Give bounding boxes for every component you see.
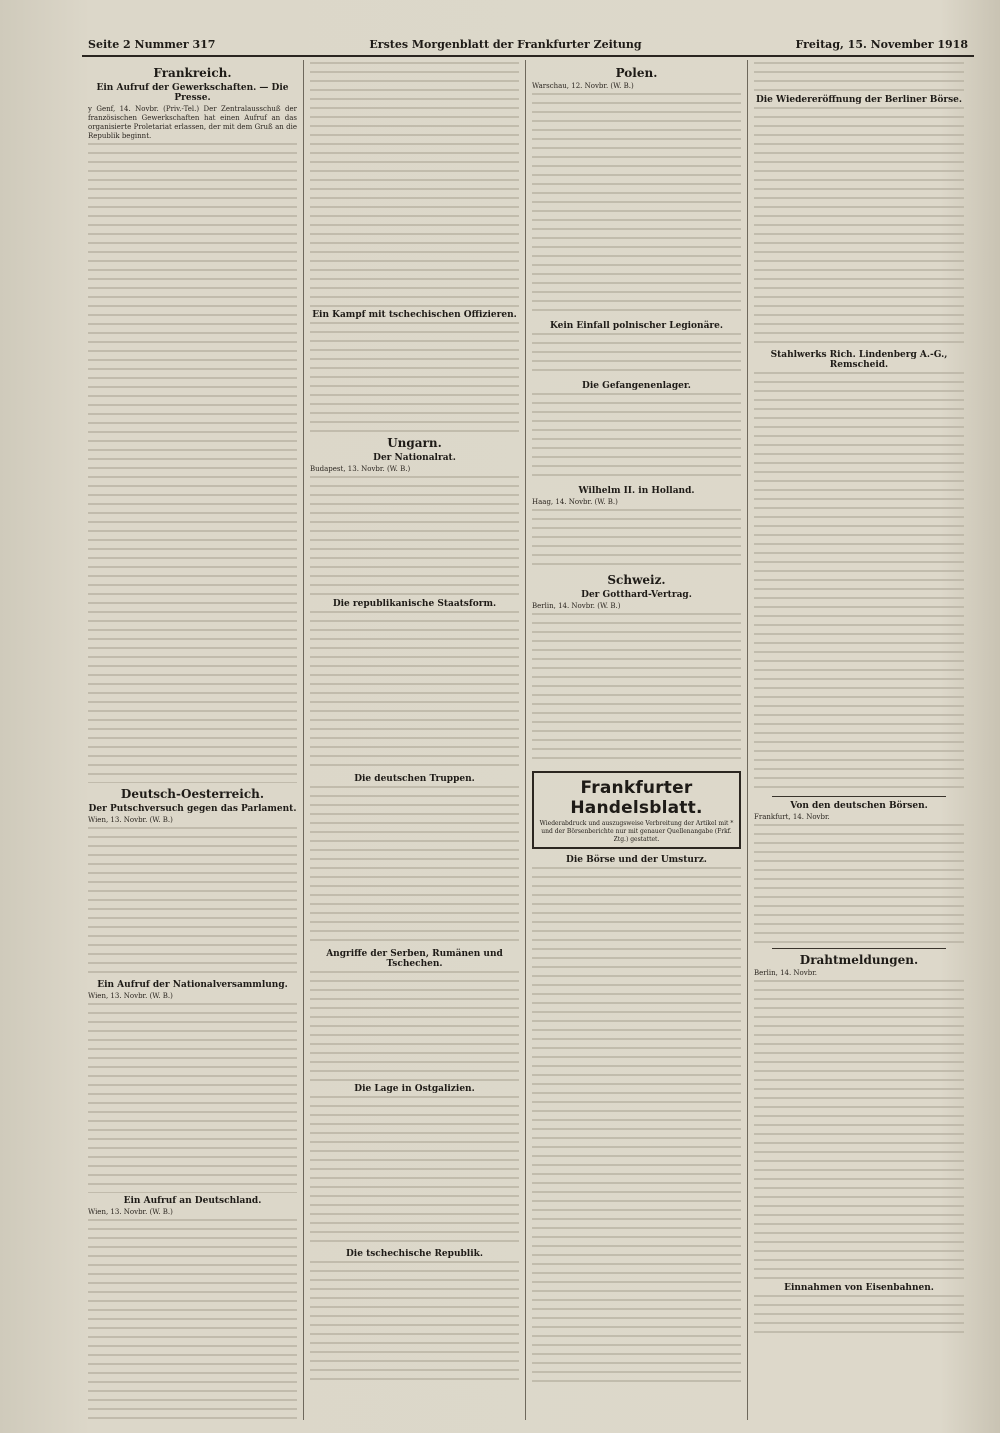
column-1 (82, 60, 304, 1420)
section-title-frankreich: Frankreich. (153, 66, 232, 80)
article-body-nationalrat (310, 476, 519, 596)
section-title-deutsch-oesterreich: Deutsch-Oesterreich. (120, 787, 265, 801)
article-body-ostgalizien (310, 1096, 519, 1246)
article-body-tschechische-republik (310, 1261, 519, 1381)
article-body-eisenbahnen (754, 1295, 964, 1335)
article-lead-wien-3: Wien, 13. Novbr. (W. B.) (88, 1208, 173, 1216)
article-body-polen (532, 93, 741, 318)
article-body-nationalversammlung (88, 1003, 297, 1193)
article-body-deutsche-boersen (754, 824, 964, 944)
article-lead-berlin: Berlin, 14. Novbr. (W. B.) (532, 602, 621, 610)
column-3 (526, 60, 748, 1420)
article-lead-frankfurt: Frankfurt, 14. Novbr. (754, 813, 830, 821)
heading-legionaere: Kein Einfall polnischer Legionäre. (549, 321, 724, 331)
article-body-legionaere (532, 333, 741, 378)
divider (772, 796, 946, 797)
article-lead-genf: y Genf, 14. Novbr. (Priv.-Tel.) Der Zentralausschuß der französischen Gewerkschaften hat einen Aufruf an das organisierte Proletariat erlassen, der mit dem Gruß an die Republik beginnt. (88, 105, 297, 140)
article-lead-wien-1: Wien, 13. Novbr. (W. B.) (88, 816, 173, 824)
column-4 (748, 60, 970, 1420)
header-date: Freitag, 15. November 1918 (795, 38, 968, 51)
heading-eisenbahnen: Einnahmen von Eisenbahnen. (784, 1283, 934, 1293)
article-body-berliner-boerse (754, 107, 964, 347)
heading-deutsche-truppen: Die deutschen Truppen. (354, 774, 475, 784)
section-title-ungarn: Ungarn. (387, 436, 442, 450)
header-masthead: Erstes Morgenblatt der Frankfurter Zeitung (369, 38, 642, 51)
heading-boerse-umsturz: Die Börse und der Umsturz. (566, 855, 707, 865)
heading-tschechische-offiziere: Ein Kampf mit tschechischen Offizieren. (312, 310, 517, 320)
heading-aufruf-deutschland: Ein Aufruf an Deutschland. (123, 1196, 262, 1206)
article-body-truppen (310, 786, 519, 946)
heading-wilhelm-holland: Wilhelm II. in Holland. (578, 486, 695, 496)
article-body-gefangenenlager (532, 393, 741, 483)
heading-berliner-boerse: Die Wiedereröffnung der Berliner Börse. (755, 95, 963, 105)
heading-aufruf-nationalversammlung: Ein Aufruf der Nationalversammlung. (97, 980, 288, 990)
article-body-wilhelm (532, 509, 741, 569)
handelsblatt-banner (532, 771, 741, 849)
heading-putschversuch: Der Putschversuch gegen das Parlament. (88, 804, 297, 814)
section-title-schweiz: Schweiz. (607, 573, 666, 587)
heading-ostgalizien: Die Lage in Ostgalizien. (354, 1084, 475, 1094)
article-lead-budapest: Budapest, 13. Novbr. (W. B.) (310, 465, 411, 473)
article-body-offiziere (310, 322, 519, 432)
heading-tschechische-republik: Die tschechische Republik. (346, 1249, 483, 1259)
handelsblatt-note: Wiederabdruck und auszugsweise Verbreitung der Artikel mit * und der Börsenberichte nur mit genauer Quellenangabe (Frkf. Ztg.) gestattet. (539, 820, 734, 843)
article-body-lindenberg (754, 372, 964, 792)
article-body-boerse-umsturz (532, 867, 741, 1387)
article-body-frankreich (88, 143, 297, 783)
article-lead-wien-2: Wien, 13. Novbr. (W. B.) (88, 992, 173, 1000)
section-title-drahtmeldungen: Drahtmeldungen. (799, 953, 919, 967)
article-body-continued (310, 62, 519, 307)
article-body-gotthard (532, 613, 741, 763)
heading-deutsche-boersen: Von den deutschen Börsen. (790, 801, 928, 811)
article-body-staatsform (310, 611, 519, 771)
article-body-putschversuch (88, 827, 297, 977)
article-body-aufruf-deutschland (88, 1219, 297, 1419)
article-lead-warschau: Warschau, 12. Novbr. (W. B.) (532, 82, 634, 90)
header-page-number: Seite 2 Nummer 317 (88, 38, 216, 51)
heading-gotthard-vertrag: Der Gotthard-Vertrag. (581, 590, 692, 600)
heading-nationalrat: Der Nationalrat. (373, 453, 456, 463)
heading-gewerkschaften: Ein Aufruf der Gewerkschaften. — Die Presse. (96, 83, 289, 103)
article-body-continued-4 (754, 62, 964, 92)
article-body-angriffe (310, 971, 519, 1081)
column-2 (304, 60, 526, 1420)
heading-republikanische-staatsform: Die republikanische Staatsform. (332, 599, 497, 609)
columns (82, 60, 974, 1420)
handelsblatt-title: Frankfurter Handelsblatt. (570, 778, 703, 818)
article-lead-berlin-draht: Berlin, 14. Novbr. (754, 969, 818, 977)
divider-2 (772, 948, 946, 949)
article-lead-haag: Haag, 14. Novbr. (W. B.) (532, 498, 618, 506)
heading-gefangenenlager: Die Gefangenenlager. (582, 381, 691, 391)
heading-angriffe: Angriffe der Serben, Rumänen und Tschechen. (326, 949, 503, 969)
heading-lindenberg: Stahlwerks Rich. Lindenberg A.-G., Remscheid. (770, 350, 948, 370)
article-body-drahtmeldungen (754, 980, 964, 1280)
section-title-polen: Polen. (615, 66, 658, 80)
page-header (82, 38, 974, 57)
